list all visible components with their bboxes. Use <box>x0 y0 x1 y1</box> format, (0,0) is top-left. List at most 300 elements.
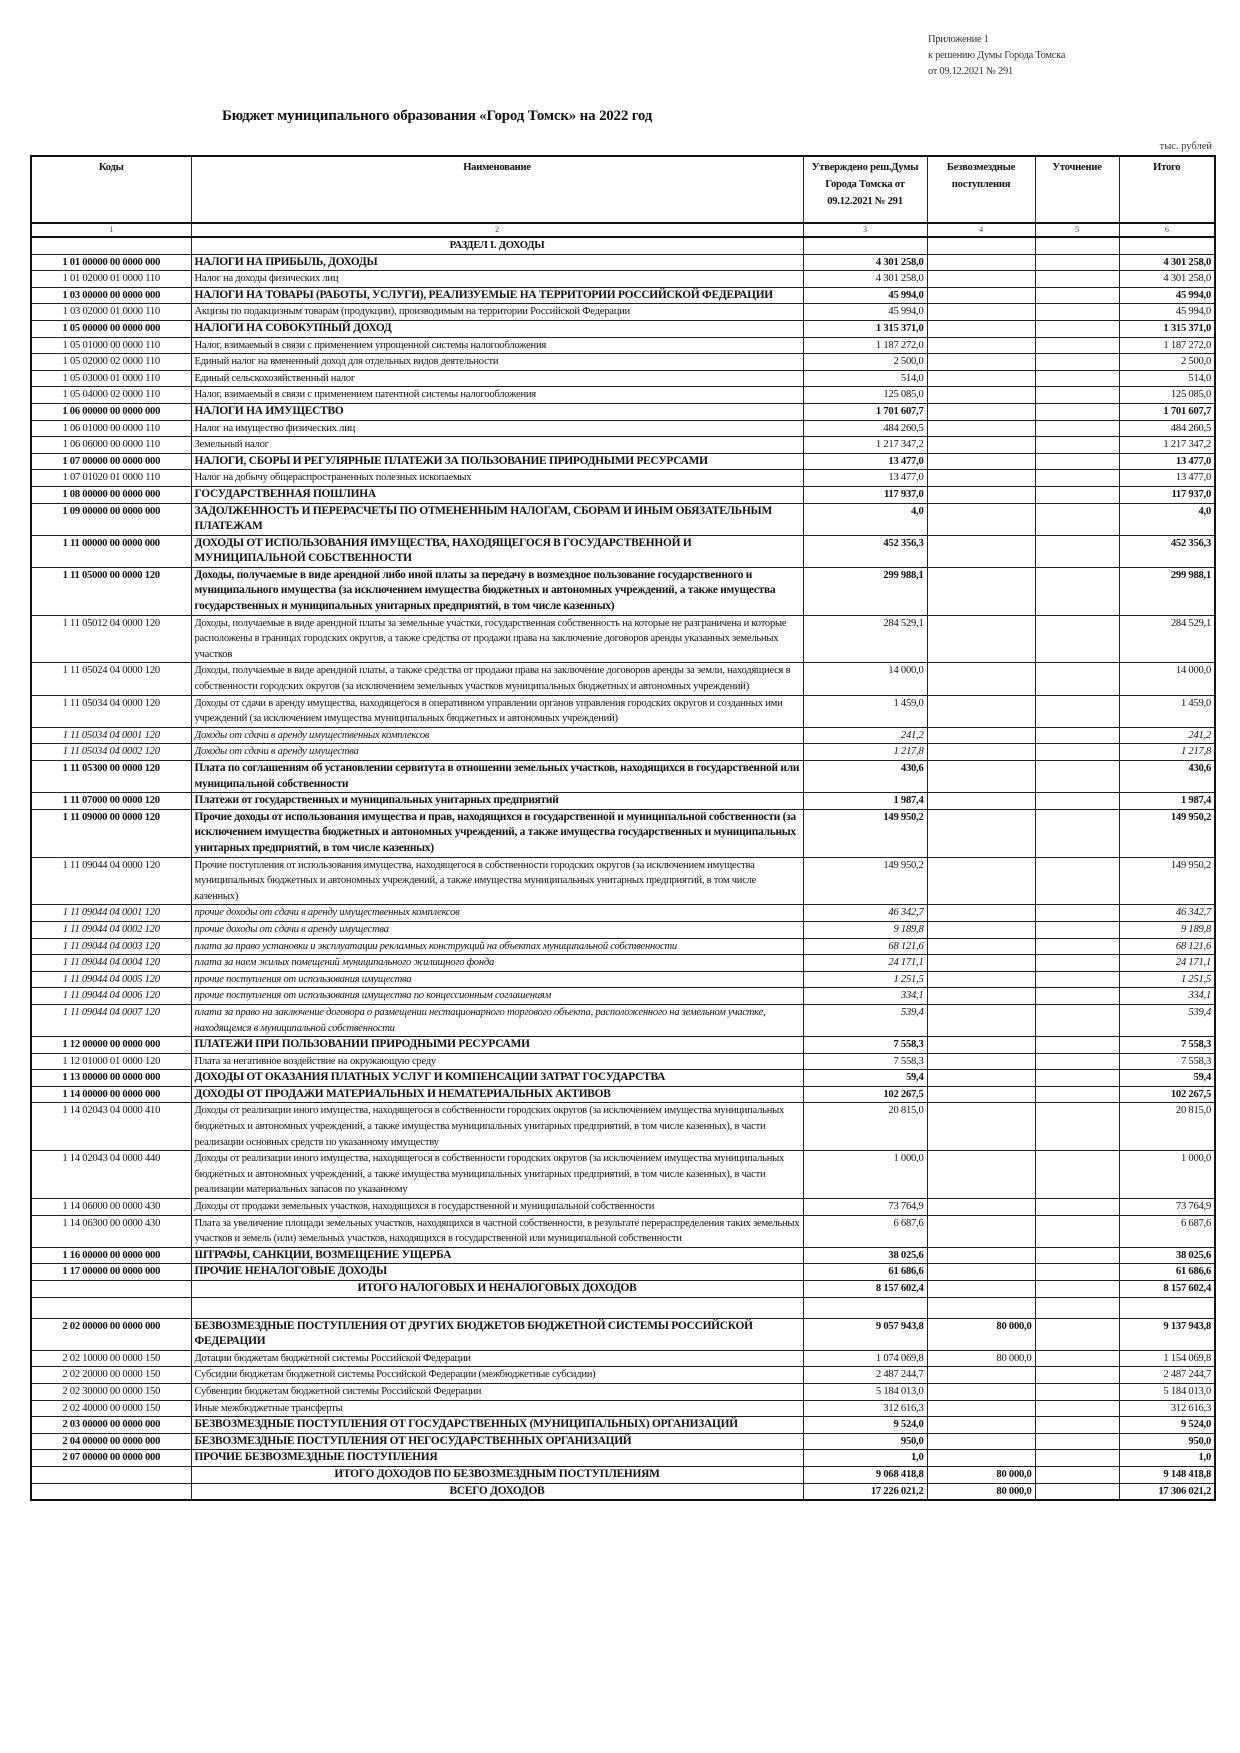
clarification-value <box>1035 1004 1119 1036</box>
name-cell: плата за право установки и эксплуатации рекламных конструкций на объектах муниципальной собственности <box>191 938 803 955</box>
approved-value: 430,6 <box>803 761 927 793</box>
approved-value: 2 500,0 <box>803 354 927 371</box>
approved-value: 1 000,0 <box>803 1151 927 1199</box>
table-row <box>31 237 1215 254</box>
approved-value: 5 184 013,0 <box>803 1383 927 1400</box>
approved-value: 59,4 <box>803 1070 927 1087</box>
table-row <box>31 615 1215 663</box>
table-row <box>31 1264 1215 1281</box>
name-cell: Доходы, получаемые в виде арендной платы, а также средства от продажи права на заключение договоров аренды за земли, находящиеся в собственности городских округов (за исключением земельных участков муниципальных бюджетных и автономных учреждений) <box>191 663 803 695</box>
clarification-value <box>1035 938 1119 955</box>
clarification-value <box>1035 695 1119 727</box>
total-value: 73 764,9 <box>1119 1199 1215 1216</box>
col-header-codes: Коды <box>31 156 191 223</box>
code-cell: 1 06 06000 00 0000 110 <box>31 437 191 454</box>
name-cell: ПРОЧИЕ БЕЗВОЗМЕЗДНЫЕ ПОСТУПЛЕНИЯ <box>191 1450 803 1467</box>
name-cell: ПЛАТЕЖИ ПРИ ПОЛЬЗОВАНИИ ПРИРОДНЫМИ РЕСУРСАМИ <box>191 1037 803 1054</box>
table-row <box>31 320 1215 337</box>
approved-value <box>803 237 927 254</box>
table-row <box>31 1483 1215 1500</box>
code-cell: 1 11 05034 04 0001 120 <box>31 727 191 744</box>
clarification-value <box>1035 403 1119 420</box>
code-cell: 1 12 00000 00 0000 000 <box>31 1037 191 1054</box>
table-row <box>31 503 1215 535</box>
total-value: 59,4 <box>1119 1070 1215 1087</box>
table-row <box>31 761 1215 793</box>
total-value: 241,2 <box>1119 727 1215 744</box>
name-cell: НАЛОГИ НА ТОВАРЫ (РАБОТЫ, УСЛУГИ), РЕАЛИЗУЕМЫЕ НА ТЕРРИТОРИИ РОССИЙСКОЙ ФЕДЕРАЦИИ <box>191 287 803 304</box>
clarification-value <box>1035 453 1119 470</box>
name-cell: ИТОГО НАЛОГОВЫХ И НЕНАЛОГОВЫХ ДОХОДОВ <box>191 1281 803 1298</box>
total-value: 1 187 272,0 <box>1119 337 1215 354</box>
clarification-value <box>1035 793 1119 810</box>
approved-value: 7 558,3 <box>803 1037 927 1054</box>
code-cell: 1 14 06000 00 0000 430 <box>31 1199 191 1216</box>
table-row <box>31 1247 1215 1264</box>
total-value: 13 477,0 <box>1119 453 1215 470</box>
name-cell: Плата за негативное воздействие на окружающую среду <box>191 1053 803 1070</box>
grants-value <box>927 1103 1035 1151</box>
clarification-value <box>1035 1103 1119 1151</box>
clarification-value <box>1035 1151 1119 1199</box>
total-value <box>1119 237 1215 254</box>
col-header-clarification: Уточнение <box>1035 156 1119 223</box>
table-row <box>31 1070 1215 1087</box>
code-cell: 1 11 09044 04 0004 120 <box>31 955 191 972</box>
code-cell: 2 02 30000 00 0000 150 <box>31 1383 191 1400</box>
table-row <box>31 938 1215 955</box>
approved-value: 4,0 <box>803 503 927 535</box>
grants-value <box>927 761 1035 793</box>
clarification-value <box>1035 1450 1119 1467</box>
approved-value: 241,2 <box>803 727 927 744</box>
total-value: 125 085,0 <box>1119 387 1215 404</box>
grants-value <box>927 1070 1035 1087</box>
code-cell <box>31 1483 191 1500</box>
approved-value: 1 074 069,8 <box>803 1350 927 1367</box>
name-cell: Субвенции бюджетам бюджетной системы Российской Федерации <box>191 1383 803 1400</box>
code-cell: 1 12 01000 01 0000 120 <box>31 1053 191 1070</box>
table-row <box>31 971 1215 988</box>
total-value: 149 950,2 <box>1119 857 1215 905</box>
clarification-value <box>1035 254 1119 271</box>
code-cell: 2 04 00000 00 0000 000 <box>31 1433 191 1450</box>
clarification-value <box>1035 387 1119 404</box>
approved-value: 4 301 258,0 <box>803 254 927 271</box>
clarification-value <box>1035 535 1119 567</box>
code-cell: 1 05 02000 02 0000 110 <box>31 354 191 371</box>
grants-value <box>927 420 1035 437</box>
clarification-value <box>1035 1483 1119 1500</box>
total-value: 8 157 602,4 <box>1119 1281 1215 1298</box>
code-cell: 1 16 00000 00 0000 000 <box>31 1247 191 1264</box>
total-value: 539,4 <box>1119 1004 1215 1036</box>
name-cell: Платежи от государственных и муниципальных унитарных предприятий <box>191 793 803 810</box>
approved-value: 1,0 <box>803 1450 927 1467</box>
clarification-value <box>1035 1053 1119 1070</box>
name-cell: Доходы, получаемые в виде арендной платы за земельные участки, государственная собственность на которые не разграничена и которые расположены в границах городских округов, а также средства от продажи права на заключение договоров аренды указанных земельных участков <box>191 615 803 663</box>
code-cell: 1 11 09044 04 0002 120 <box>31 921 191 938</box>
code-cell: 1 11 09044 04 0001 120 <box>31 905 191 922</box>
table-row <box>31 955 1215 972</box>
total-value: 950,0 <box>1119 1433 1215 1450</box>
header-row <box>31 156 1215 223</box>
name-cell: прочие доходы от сдачи в аренду имущественных комплексов <box>191 905 803 922</box>
clarification-value <box>1035 1037 1119 1054</box>
clarification-value <box>1035 1417 1119 1434</box>
approved-value: 17 226 021,2 <box>803 1483 927 1500</box>
approved-value: 9 524,0 <box>803 1417 927 1434</box>
grants-value <box>927 503 1035 535</box>
clarification-value <box>1035 1199 1119 1216</box>
name-cell: БЕЗВОЗМЕЗДНЫЕ ПОСТУПЛЕНИЯ ОТ НЕГОСУДАРСТВЕННЫХ ОРГАНИЗАЦИЙ <box>191 1433 803 1450</box>
total-value: 9 189,8 <box>1119 921 1215 938</box>
name-cell: Налог, взимаемый в связи с применением патентной системы налогообложения <box>191 387 803 404</box>
name-cell: НАЛОГИ НА ИМУЩЕСТВО <box>191 403 803 420</box>
clarification-value <box>1035 971 1119 988</box>
total-value: 14 000,0 <box>1119 663 1215 695</box>
total-value: 117 937,0 <box>1119 486 1215 503</box>
clarification-value <box>1035 337 1119 354</box>
clarification-value <box>1035 744 1119 761</box>
clarification-value <box>1035 503 1119 535</box>
approved-value: 1 315 371,0 <box>803 320 927 337</box>
table-row <box>31 453 1215 470</box>
grants-value <box>927 744 1035 761</box>
table-row <box>31 1318 1215 1350</box>
grants-value <box>927 971 1035 988</box>
clarification-value <box>1035 237 1119 254</box>
grants-value <box>927 354 1035 371</box>
code-cell: 1 08 00000 00 0000 000 <box>31 486 191 503</box>
name-cell: ЗАДОЛЖЕННОСТЬ И ПЕРЕРАСЧЕТЫ ПО ОТМЕНЕННЫМ НАЛОГАМ, СБОРАМ И ИНЫМ ОБЯЗАТЕЛЬНЫМ ПЛАТЕЖАМ <box>191 503 803 535</box>
name-cell <box>191 1297 803 1318</box>
col-number: 1 <box>31 223 191 237</box>
grants-value <box>927 271 1035 288</box>
code-cell: 1 11 05024 04 0000 120 <box>31 663 191 695</box>
approved-value: 950,0 <box>803 1433 927 1450</box>
code-cell: 1 06 00000 00 0000 000 <box>31 403 191 420</box>
approved-value: 284 529,1 <box>803 615 927 663</box>
table-row <box>31 1281 1215 1298</box>
approved-value: 102 267,5 <box>803 1086 927 1103</box>
grants-value <box>927 1247 1035 1264</box>
approved-value: 68 121,6 <box>803 938 927 955</box>
document-title: Бюджет муниципального образования «Город Томск» на 2022 год <box>222 108 653 124</box>
table-row <box>31 1199 1215 1216</box>
grants-value <box>927 337 1035 354</box>
total-value: 1 315 371,0 <box>1119 320 1215 337</box>
clarification-value <box>1035 1383 1119 1400</box>
approved-value: 9 189,8 <box>803 921 927 938</box>
col-number: 3 <box>803 223 927 237</box>
grants-value <box>927 857 1035 905</box>
clarification-value <box>1035 727 1119 744</box>
grants-value <box>927 1004 1035 1036</box>
clarification-value <box>1035 420 1119 437</box>
grants-value <box>927 470 1035 487</box>
code-cell: 1 14 02043 04 0000 410 <box>31 1103 191 1151</box>
name-cell: Доходы от реализации иного имущества, находящегося в собственности городских округов (за исключением имущества муниципальных бюджетных и автономных учреждений, а также имущества муниципальных унитарных предприятий, в том числе казенных), в части реализации основных средств по указанному имуществу <box>191 1103 803 1151</box>
grants-value <box>927 370 1035 387</box>
name-cell: ИТОГО ДОХОДОВ ПО БЕЗВОЗМЕЗДНЫМ ПОСТУПЛЕНИЯМ <box>191 1466 803 1483</box>
code-cell: 1 14 00000 00 0000 000 <box>31 1086 191 1103</box>
approved-value: 2 487 244,7 <box>803 1367 927 1384</box>
grants-value <box>927 921 1035 938</box>
grants-value: 80 000,0 <box>927 1483 1035 1500</box>
grants-value <box>927 615 1035 663</box>
code-cell: 1 01 02000 01 0000 110 <box>31 271 191 288</box>
code-cell <box>31 237 191 254</box>
grants-value <box>927 1383 1035 1400</box>
clarification-value <box>1035 1247 1119 1264</box>
table-row <box>31 921 1215 938</box>
table-row <box>31 287 1215 304</box>
code-cell: 1 01 00000 00 0000 000 <box>31 254 191 271</box>
table-row <box>31 271 1215 288</box>
table-row <box>31 403 1215 420</box>
grants-value <box>927 387 1035 404</box>
name-cell: Прочие доходы от использования имущества и прав, находящихся в государственной и муниципальной собственности (за исключением имущества бюджетных и автономных учреждений, а также имущества государственных и муниципальных унитарных предприятий, в том числе казенных) <box>191 809 803 857</box>
grants-value <box>927 1450 1035 1467</box>
grants-value <box>927 793 1035 810</box>
approved-value: 334,1 <box>803 988 927 1005</box>
name-cell: Доходы от сдачи в аренду имущественных комплексов <box>191 727 803 744</box>
approved-value: 1 217,8 <box>803 744 927 761</box>
approved-value: 13 477,0 <box>803 470 927 487</box>
clarification-value <box>1035 271 1119 288</box>
name-cell: НАЛОГИ НА СОВОКУПНЫЙ ДОХОД <box>191 320 803 337</box>
code-cell: 1 11 07000 00 0000 120 <box>31 793 191 810</box>
approved-value: 312 616,3 <box>803 1400 927 1417</box>
table-row <box>31 1215 1215 1247</box>
approved-value: 6 687,6 <box>803 1215 927 1247</box>
clarification-value <box>1035 615 1119 663</box>
code-cell: 1 07 00000 00 0000 000 <box>31 453 191 470</box>
table-row <box>31 387 1215 404</box>
grants-value <box>927 287 1035 304</box>
approved-value: 149 950,2 <box>803 809 927 857</box>
code-cell: 1 11 09044 04 0005 120 <box>31 971 191 988</box>
clarification-value <box>1035 921 1119 938</box>
name-cell: Налог на доходы физических лиц <box>191 271 803 288</box>
table-row <box>31 1367 1215 1384</box>
name-cell: ДОХОДЫ ОТ ИСПОЛЬЗОВАНИЯ ИМУЩЕСТВА, НАХОДЯЩЕГОСЯ В ГОСУДАРСТВЕННОЙ И МУНИЦИПАЛЬНОЙ СОБСТВЕННОСТИ <box>191 535 803 567</box>
total-value: 514,0 <box>1119 370 1215 387</box>
code-cell: 1 05 03000 01 0000 110 <box>31 370 191 387</box>
table-row <box>31 744 1215 761</box>
name-cell: плата за наем жилых помещений муниципального жилищного фонда <box>191 955 803 972</box>
clarification-value <box>1035 1264 1119 1281</box>
clarification-value <box>1035 1086 1119 1103</box>
approved-value: 514,0 <box>803 370 927 387</box>
approved-value: 20 815,0 <box>803 1103 927 1151</box>
total-value: 1 701 607,7 <box>1119 403 1215 420</box>
code-cell: 2 07 00000 00 0000 000 <box>31 1450 191 1467</box>
name-cell: Акцизы по подакцизным товарам (продукции), производимым на территории Российской Федерации <box>191 304 803 321</box>
total-value: 9 524,0 <box>1119 1417 1215 1434</box>
grants-value <box>927 955 1035 972</box>
code-cell: 1 14 02043 04 0000 440 <box>31 1151 191 1199</box>
grants-value <box>927 663 1035 695</box>
total-value <box>1119 1297 1215 1318</box>
name-cell: Доходы от сдачи в аренду имущества, находящегося в оперативном управлении органов управления городских округов и созданных ими учреждений (за исключением имущества муниципальных бюджетных и автономных учреждений) <box>191 695 803 727</box>
grants-value <box>927 1297 1035 1318</box>
code-cell: 1 09 00000 00 0000 000 <box>31 503 191 535</box>
approved-value: 61 686,6 <box>803 1264 927 1281</box>
code-cell <box>31 1466 191 1483</box>
name-cell: ДОХОДЫ ОТ ПРОДАЖИ МАТЕРИАЛЬНЫХ И НЕМАТЕРИАЛЬНЫХ АКТИВОВ <box>191 1086 803 1103</box>
table-row <box>31 1151 1215 1199</box>
clarification-value <box>1035 1367 1119 1384</box>
units-label: тыс. рублей <box>1159 141 1212 152</box>
name-cell: Дотации бюджетам бюджетной системы Российской Федерации <box>191 1350 803 1367</box>
col-number: 4 <box>927 223 1035 237</box>
total-value: 1 459,0 <box>1119 695 1215 727</box>
col-number: 5 <box>1035 223 1119 237</box>
total-value: 45 994,0 <box>1119 287 1215 304</box>
code-cell: 1 11 05300 00 0000 120 <box>31 761 191 793</box>
table-row <box>31 1103 1215 1151</box>
table-row <box>31 1086 1215 1103</box>
total-value: 20 815,0 <box>1119 1103 1215 1151</box>
grants-value: 80 000,0 <box>927 1318 1035 1350</box>
code-cell: 2 02 10000 00 0000 150 <box>31 1350 191 1367</box>
code-cell <box>31 1297 191 1318</box>
total-value: 484 260,5 <box>1119 420 1215 437</box>
approved-value: 1 217 347,2 <box>803 437 927 454</box>
clarification-value <box>1035 437 1119 454</box>
grants-value <box>927 1400 1035 1417</box>
table-row <box>31 486 1215 503</box>
clarification-value <box>1035 1281 1119 1298</box>
grants-value <box>927 437 1035 454</box>
approved-value: 4 301 258,0 <box>803 271 927 288</box>
approved-value: 1 459,0 <box>803 695 927 727</box>
total-value: 7 558,3 <box>1119 1037 1215 1054</box>
total-value: 9 137 943,8 <box>1119 1318 1215 1350</box>
col-header-approved: Утверждено реш.Думы Города Томска от 09.12.2021 № 291 <box>803 156 927 223</box>
grants-value <box>927 1037 1035 1054</box>
code-cell: 1 11 05034 04 0002 120 <box>31 744 191 761</box>
clarification-value <box>1035 567 1119 615</box>
approved-value: 125 085,0 <box>803 387 927 404</box>
name-cell: НАЛОГИ, СБОРЫ И РЕГУЛЯРНЫЕ ПЛАТЕЖИ ЗА ПОЛЬЗОВАНИЕ ПРИРОДНЫМИ РЕСУРСАМИ <box>191 453 803 470</box>
table-row <box>31 1400 1215 1417</box>
name-cell: Плата по соглашениям об установлении сервитута в отношении земельных участков, находящихся в государственной или муниципальной собственности <box>191 761 803 793</box>
name-cell: Налог, взимаемый в связи с применением упрощенной системы налогообложения <box>191 337 803 354</box>
name-cell: Налог на добычу общераспространенных полезных ископаемых <box>191 470 803 487</box>
approved-value: 9 068 418,8 <box>803 1466 927 1483</box>
col-number: 2 <box>191 223 803 237</box>
total-value: 1 217,8 <box>1119 744 1215 761</box>
name-cell: ДОХОДЫ ОТ ОКАЗАНИЯ ПЛАТНЫХ УСЛУГ И КОМПЕНСАЦИИ ЗАТРАТ ГОСУДАРСТВА <box>191 1070 803 1087</box>
table-row <box>31 337 1215 354</box>
grants-value <box>927 1053 1035 1070</box>
code-cell: 1 11 09000 00 0000 120 <box>31 809 191 857</box>
table-row <box>31 793 1215 810</box>
code-cell: 1 11 09044 04 0000 120 <box>31 857 191 905</box>
grants-value <box>927 304 1035 321</box>
grants-value <box>927 1151 1035 1199</box>
appendix-line: Приложение 1 <box>928 34 989 45</box>
code-cell: 1 11 09044 04 0003 120 <box>31 938 191 955</box>
grants-value <box>927 1281 1035 1298</box>
table-row <box>31 370 1215 387</box>
code-cell: 1 11 05012 04 0000 120 <box>31 615 191 663</box>
table-row <box>31 695 1215 727</box>
total-value: 6 687,6 <box>1119 1215 1215 1247</box>
appendix-note <box>928 32 1065 80</box>
grants-value <box>927 254 1035 271</box>
grants-value <box>927 905 1035 922</box>
appendix-line: к решению Думы Города Томска <box>928 50 1066 61</box>
name-cell: ГОСУДАРСТВЕННАЯ ПОШЛИНА <box>191 486 803 503</box>
clarification-value <box>1035 1466 1119 1483</box>
total-value: 312 616,3 <box>1119 1400 1215 1417</box>
code-cell: 1 05 04000 02 0000 110 <box>31 387 191 404</box>
grants-value <box>927 1417 1035 1434</box>
col-header-grants: Безвозмездные поступления <box>927 156 1035 223</box>
table-row <box>31 1037 1215 1054</box>
table-row <box>31 1417 1215 1434</box>
total-value: 5 184 013,0 <box>1119 1383 1215 1400</box>
approved-value: 1 187 272,0 <box>803 337 927 354</box>
grants-value <box>927 535 1035 567</box>
clarification-value <box>1035 287 1119 304</box>
grants-value <box>927 809 1035 857</box>
approved-value: 1 251,5 <box>803 971 927 988</box>
table-row <box>31 535 1215 567</box>
total-value: 284 529,1 <box>1119 615 1215 663</box>
grants-value: 80 000,0 <box>927 1350 1035 1367</box>
name-cell: Прочие поступления от использования имущества, находящегося в собственности городских округов (за исключением имущества муниципальных бюджетных и автономных учреждений, а также имущества муниципальных унитарных предприятий, в том числе казенных) <box>191 857 803 905</box>
approved-value: 299 988,1 <box>803 567 927 615</box>
total-value: 7 558,3 <box>1119 1053 1215 1070</box>
grants-value <box>927 567 1035 615</box>
grants-value <box>927 486 1035 503</box>
table-row <box>31 567 1215 615</box>
table-row <box>31 727 1215 744</box>
clarification-value <box>1035 1350 1119 1367</box>
name-cell: Иные межбюджетные трансферты <box>191 1400 803 1417</box>
table-row <box>31 254 1215 271</box>
total-value: 61 686,6 <box>1119 1264 1215 1281</box>
total-value: 102 267,5 <box>1119 1086 1215 1103</box>
code-cell: 1 05 01000 00 0000 110 <box>31 337 191 354</box>
name-cell: плата за право на заключение договора о размещении нестационарного торгового объекта, расположенного на земельном участке, находящемся в муниципальной собственности <box>191 1004 803 1036</box>
clarification-value <box>1035 809 1119 857</box>
grants-value: 80 000,0 <box>927 1466 1035 1483</box>
total-value: 13 477,0 <box>1119 470 1215 487</box>
clarification-value <box>1035 905 1119 922</box>
total-value: 430,6 <box>1119 761 1215 793</box>
table-row <box>31 1450 1215 1467</box>
total-value: 452 356,3 <box>1119 535 1215 567</box>
approved-value: 7 558,3 <box>803 1053 927 1070</box>
approved-value: 8 157 602,4 <box>803 1281 927 1298</box>
appendix-line: от 09.12.2021 № 291 <box>928 66 1013 77</box>
code-cell: 1 11 09044 04 0007 120 <box>31 1004 191 1036</box>
clarification-value <box>1035 1070 1119 1087</box>
name-cell: РАЗДЕЛ I. ДОХОДЫ <box>191 237 803 254</box>
table-row <box>31 470 1215 487</box>
col-header-name: Наименование <box>191 156 803 223</box>
total-value: 149 950,2 <box>1119 809 1215 857</box>
budget-table <box>30 155 1216 1501</box>
name-cell: Плата за увеличение площади земельных участков, находящихся в частной собственности, в результате перераспределения таких земельных участков и земель (или) земельных участков, находящихся в государственной или муниципальной собственности <box>191 1215 803 1247</box>
name-cell: Субсидии бюджетам бюджетной системы Российской Федерации (межбюджетные субсидии) <box>191 1367 803 1384</box>
